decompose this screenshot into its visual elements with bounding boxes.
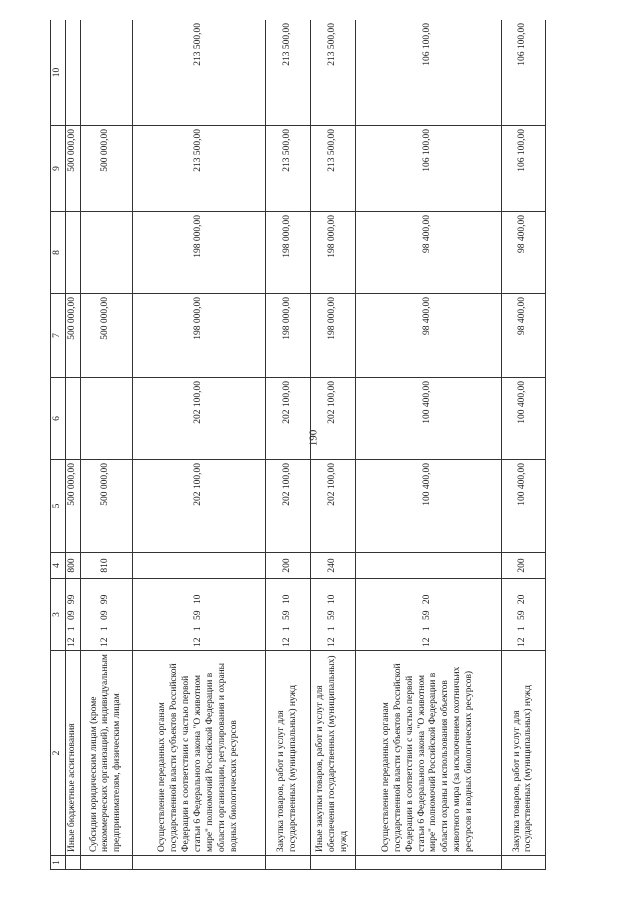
amount-col6: 100 400,00 (355, 378, 501, 460)
amount-col6: 202 100,00 (265, 378, 310, 460)
amount-col7: 500 000,00 (66, 294, 81, 378)
amount-col10: 106 100,00 (355, 20, 501, 126)
amount-col10: 106 100,00 (501, 20, 545, 126)
target-code: 12 1 59 10 (265, 579, 310, 651)
amount-col10: 213 500,00 (310, 20, 355, 126)
column-header: 1 (51, 856, 66, 870)
table-row (310, 20, 355, 870)
expense-type: 200 (265, 553, 310, 579)
table-row (355, 20, 501, 870)
table-row (132, 20, 265, 870)
row-number (80, 856, 132, 870)
row-number (66, 856, 81, 870)
amount-col9: 213 500,00 (310, 126, 355, 212)
expense-type: 240 (310, 553, 355, 579)
amount-col7: 198 000,00 (310, 294, 355, 378)
amount-col5: 202 100,00 (310, 460, 355, 553)
table-row (501, 20, 545, 870)
row-number (265, 856, 310, 870)
amount-col5: 500 000,00 (66, 460, 81, 553)
row-name: Субсидии юридическим лицам (кроме некоммерческих организаций), индивидуальным предпринимателям, физическим лицам (80, 651, 132, 856)
amount-col10 (80, 20, 132, 126)
row-number (501, 856, 545, 870)
row-name: Иные бюджетные ассигнования (66, 651, 81, 856)
amount-col9: 500 000,00 (66, 126, 81, 212)
amount-col7: 500 000,00 (80, 294, 132, 378)
column-header: 3 (51, 579, 66, 651)
amount-col10: 213 500,00 (132, 20, 265, 126)
expense-type: 800 (66, 553, 81, 579)
target-code: 12 1 59 20 (355, 579, 501, 651)
amount-col5: 100 400,00 (355, 460, 501, 553)
amount-col7: 198 000,00 (265, 294, 310, 378)
expense-type (132, 553, 265, 579)
amount-col5: 202 100,00 (265, 460, 310, 553)
amount-col7: 98 400,00 (355, 294, 501, 378)
row-number (355, 856, 501, 870)
amount-col6 (66, 378, 81, 460)
expense-type: 200 (501, 553, 545, 579)
amount-col8 (66, 212, 81, 294)
amount-col9: 213 500,00 (132, 126, 265, 212)
row-number (310, 856, 355, 870)
column-header: 4 (51, 553, 66, 579)
target-code: 12 1 09 99 (66, 579, 81, 651)
amount-col6 (80, 378, 132, 460)
column-header: 9 (51, 126, 66, 212)
expense-type: 810 (80, 553, 132, 579)
budget-table (50, 20, 546, 870)
expense-type (355, 553, 501, 579)
row-name: Закупка товаров, работ и услуг для государственных (муниципальных) нужд (501, 651, 545, 856)
row-name: Осуществление переданных органам государственной власти субъектов Российской Федерации в соответствии с частью первой статьи 6 Федерального закона "О животном мире" полномочий Российской Федерации в области организации, регулирования и охраны водных биологических ресурсов (132, 651, 265, 856)
amount-col5: 202 100,00 (132, 460, 265, 553)
amount-col10 (66, 20, 81, 126)
amount-col9: 500 000,00 (80, 126, 132, 212)
amount-col8: 198 000,00 (310, 212, 355, 294)
column-number-row (51, 20, 66, 870)
amount-col9: 106 100,00 (355, 126, 501, 212)
table-frame (50, 20, 620, 870)
amount-col6: 202 100,00 (310, 378, 355, 460)
column-header: 5 (51, 460, 66, 553)
amount-col9: 213 500,00 (265, 126, 310, 212)
page-number: 190 (307, 429, 320, 447)
row-name: Иные закупки товаров, работ и услуг для обеспечения государственных (муниципальных) нужд (310, 651, 355, 856)
column-header: 2 (51, 651, 66, 856)
column-header: 10 (51, 20, 66, 126)
amount-col8 (80, 212, 132, 294)
amount-col7: 98 400,00 (501, 294, 545, 378)
table-row (80, 20, 132, 870)
amount-col8: 198 000,00 (132, 212, 265, 294)
amount-col8: 98 400,00 (355, 212, 501, 294)
amount-col8: 98 400,00 (501, 212, 545, 294)
column-header: 8 (51, 212, 66, 294)
row-name: Закупка товаров, работ и услуг для государственных (муниципальных) нужд (265, 651, 310, 856)
amount-col9: 106 100,00 (501, 126, 545, 212)
amount-col5: 500 000,00 (80, 460, 132, 553)
target-code: 12 1 59 10 (310, 579, 355, 651)
column-header: 6 (51, 378, 66, 460)
amount-col7: 198 000,00 (132, 294, 265, 378)
target-code: 12 1 09 99 (80, 579, 132, 651)
column-header: 7 (51, 294, 66, 378)
table-row (265, 20, 310, 870)
amount-col6: 202 100,00 (132, 378, 265, 460)
amount-col6: 100 400,00 (501, 378, 545, 460)
target-code: 12 1 59 10 (132, 579, 265, 651)
amount-col5: 100 400,00 (501, 460, 545, 553)
table-row (66, 20, 81, 870)
target-code: 12 1 59 20 (501, 579, 545, 651)
amount-col8: 198 000,00 (265, 212, 310, 294)
amount-col10: 213 500,00 (265, 20, 310, 126)
row-number (132, 856, 265, 870)
row-name: Осуществление переданных органам государственной власти субъектов Российской Федерации в соответствии с частью первой статьи 6 Федерального закона "О животном мире" полномочий Российской Федерации в области охраны и использования объектов животного мира (за исключением охотничьих ресурсов и водных биологических ресурсов) (355, 651, 501, 856)
